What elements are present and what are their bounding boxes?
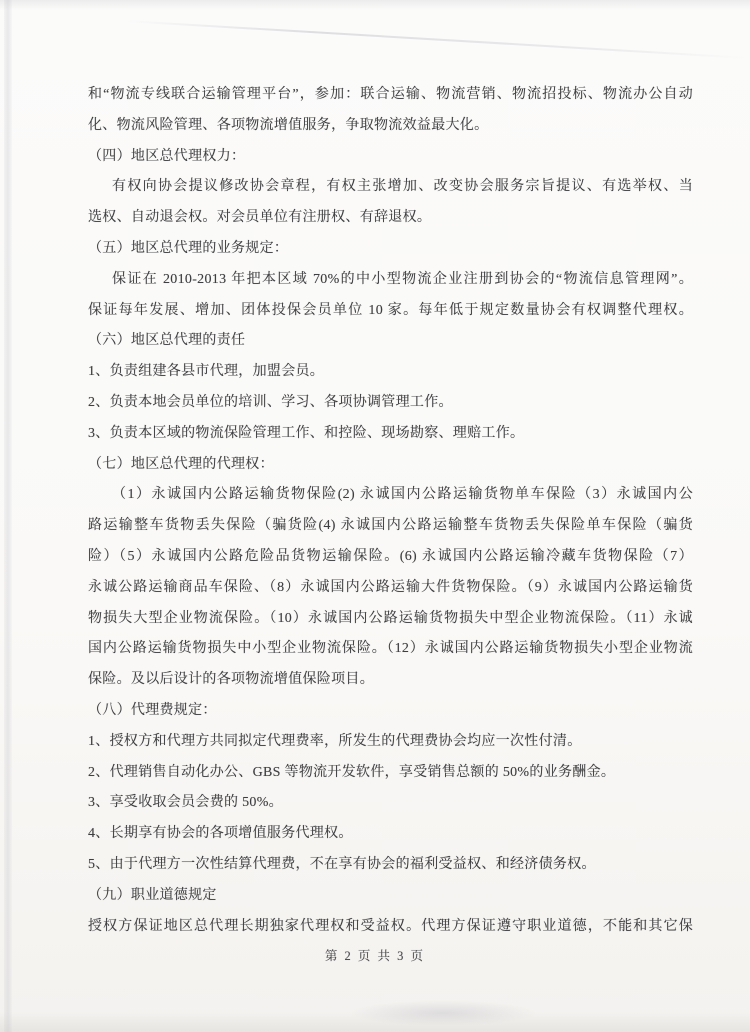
document-line: 保险。及以后设计的各项物流增值保险项目。	[88, 672, 374, 688]
document-line: 3、负责本区域的物流保险管理工作、和控险、现场勘察、理赔工作。	[88, 425, 525, 441]
document-line: （1）永诚国内公路运输货物保险(2) 永诚国内公路运输货物单车保险（3）永诚国内公	[112, 487, 693, 503]
document-line: 5、由于代理方一次性结算代理费，不在享有协会的福利受益权、和经济债务权。	[88, 856, 596, 872]
document-line: （七）地区总代理的代理权：	[88, 456, 274, 472]
document-line: （六）地区总代理的责任	[88, 333, 246, 349]
document-line: 和“物流专线联合运输管理平台”，参加：联合运输、物流营销、物流招投标、物流办公自动	[88, 87, 693, 102]
document-line: （五）地区总代理的业务规定：	[88, 240, 289, 256]
document-line: 保证在 2010-2013 年把本区域 70%的中小型物流企业注册到协会的“物流信息管理网”。	[112, 271, 693, 287]
scan-top-crease	[125, 20, 744, 59]
document-line: 永诚公路运输商品车保险、（8）永诚国内公路运输大件货物保险。（9）永诚国内公路运输货	[88, 579, 693, 595]
document-line: 选权、自动退会权。对会员单位有注册权、有辞退权。	[88, 210, 432, 226]
document-line: 险）（5）永诚国内公路危险品货物运输保险。(6) 永诚国内公路运输冷藏车货物保险（7）	[88, 548, 693, 564]
page-footer: 第 2 页 共 3 页	[324, 949, 426, 963]
document-line section-heading: （九）职业道德规定	[88, 887, 217, 903]
document-line: 国内公路运输货物损失中小型企业物流保险。（12）永诚国内公路运输货物损失小型企业物流	[88, 641, 693, 657]
document-line: 3、享受收取会员会费的 50%。	[88, 795, 283, 811]
document-line: 化、物流风险管理、各项物流增值服务，争取物流效益最大化。	[88, 117, 489, 133]
scan-left-crease	[4, 0, 12, 1032]
document-line: 保证每年发展、增加、团体投保会员单位 10 家。每年低于规定数量协会有权调整代理权。	[88, 302, 693, 318]
scan-bottom-edge	[0, 1012, 750, 1032]
document-line: 路运输整车货物丢失保险（骗货险(4) 永诚国内公路运输整车货物丢失保险单车保险（骗货	[88, 518, 693, 534]
document-line: 授权方保证地区总代理长期独家代理权和受益权。代理方保证遵守职业道德，不能和其它保	[88, 918, 693, 934]
document-line: 物损失大型企业物流保险。（10）永诚国内公路运输货物损失中型企业物流保险。（11）永诚	[88, 610, 693, 626]
document-line: （八）代理费规定：	[88, 702, 217, 718]
scan-top-edge	[0, 0, 750, 10]
document-line: 有权向协会提议修改协会章程，有权主张增加、改变协会服务宗旨提议、有选举权、当	[112, 179, 693, 195]
document-line section-heading: （四）地区总代理权力：	[88, 148, 246, 164]
document-line: 2、代理销售自动化办公、GBS 等物流开发软件，享受销售总额的 50%的业务酬金。	[88, 764, 616, 780]
document-line: 4、长期享有协会的各项增值服务代理权。	[88, 826, 353, 842]
document-line: 2、负责本地会员单位的培训、学习、各项协调管理工作。	[88, 394, 453, 410]
document-body	[88, 80, 693, 942]
document-line: 1、授权方和代理方共同拟定代理费率，所发生的代理费协会均应一次性付清。	[88, 733, 582, 749]
document-line: 1、负责组建各县市代理，加盟会员。	[88, 364, 325, 380]
